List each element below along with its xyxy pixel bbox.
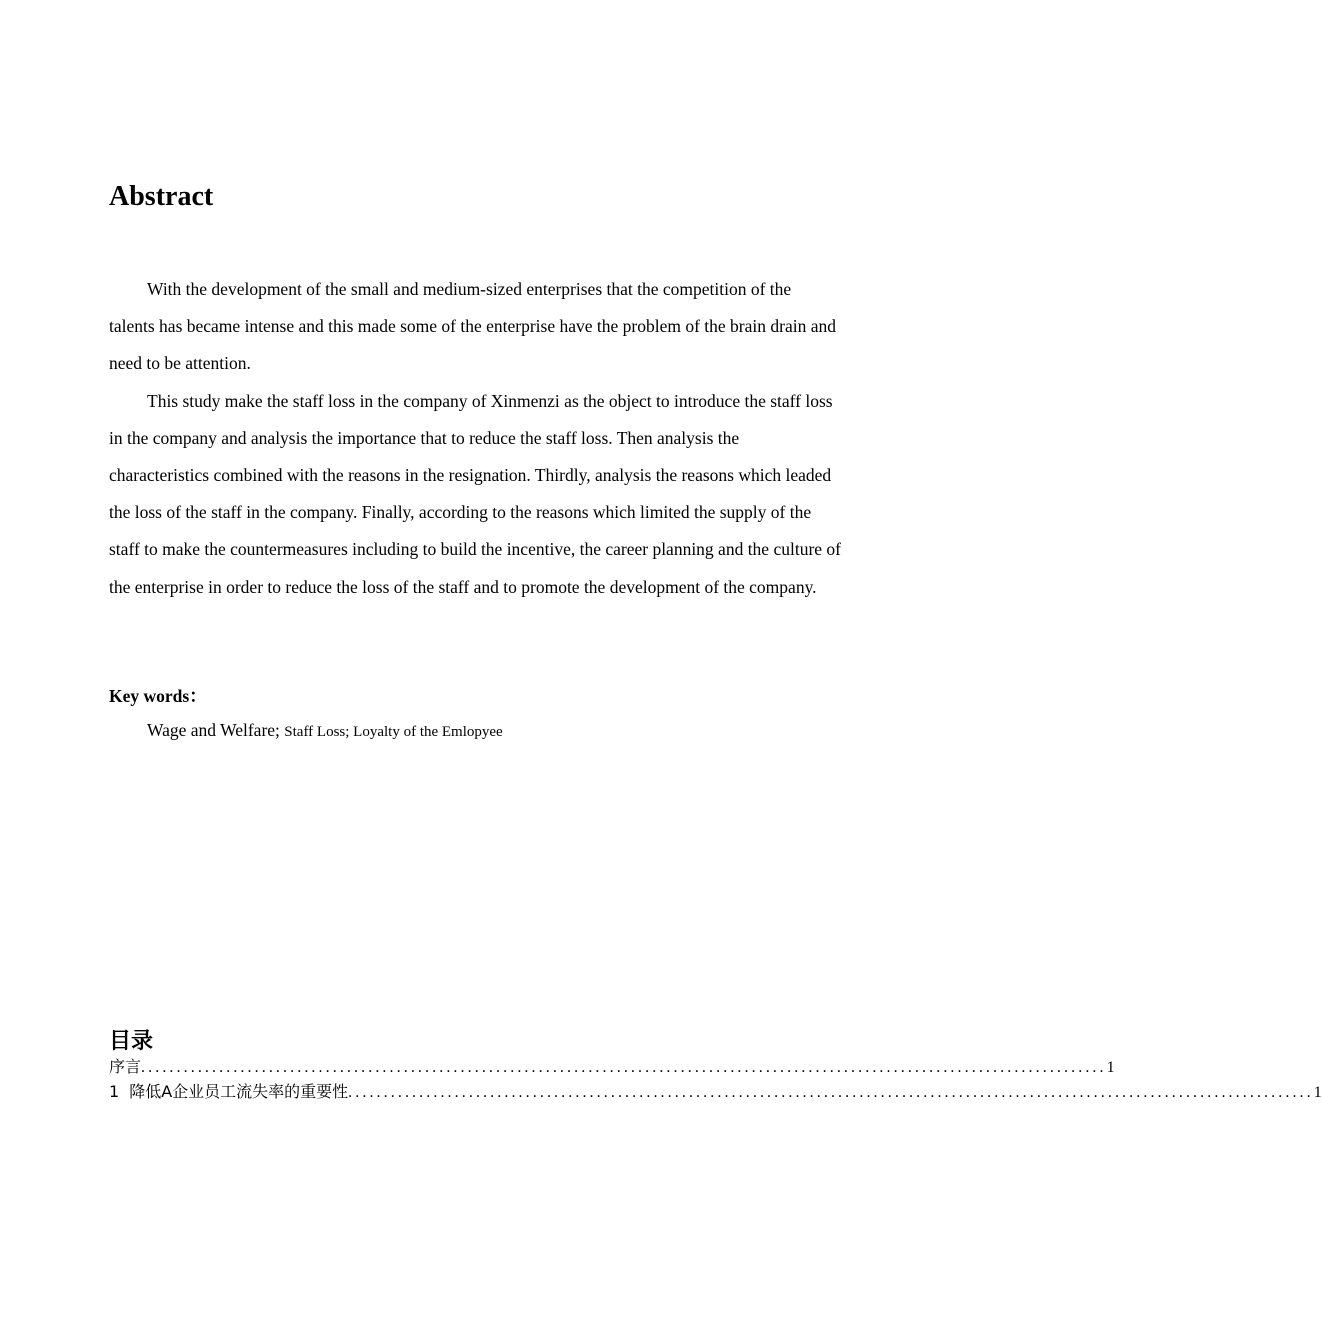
toc-entry-chapter-1[interactable] <box>109 1080 1322 1105</box>
toc-page-number: 1 <box>1313 1083 1322 1101</box>
keywords-first: Wage and Welfare; <box>147 720 285 740</box>
toc-entry-preface[interactable] <box>109 1055 1115 1080</box>
toc-entry-number: 1 <box>109 1081 120 1101</box>
toc-entry-text: 序言 <box>109 1057 142 1076</box>
toc-entry-text: 降低A企业员工流失率的重要性 <box>129 1081 349 1101</box>
keywords-label: Key words： <box>109 686 207 706</box>
toc-list <box>109 1055 1322 1104</box>
toc-dot-leader: ........................................................................................................................................ <box>348 1083 1314 1101</box>
keywords-rest: Staff Loss; Loyalty of the Emlopyee <box>284 724 503 740</box>
keywords-list <box>147 717 503 745</box>
toc-title: 目录 <box>109 1029 154 1054</box>
abstract-paragraph: With the development of the small and medium-sized enterprises that the competition of the talents has became intense and this made some of the enterprise have the problem of the brain drain and need to be attention. <box>109 279 836 374</box>
toc-page-number: 1 <box>1106 1059 1115 1076</box>
abstract-paragraph: This study make the staff loss in the company of Xinmenzi as the object to introduce the staff loss in the company and analysis the importance that to reduce the staff loss. Then analysis the characteristics combined with the reasons in the resignation. Thirdly, analysis the reasons which leaded the loss of the staff in the company. Finally, according to the reasons which limited the supply of the staff to make the countermeasures including to build the incentive, the career planning and the culture of the enterprise in order to reduce the loss of the staff and to promote the development of the company. <box>109 390 841 597</box>
toc-dot-leader: ........................................................................................................................................ <box>141 1059 1107 1076</box>
abstract-body <box>109 271 841 606</box>
abstract-title: Abstract <box>109 181 214 212</box>
